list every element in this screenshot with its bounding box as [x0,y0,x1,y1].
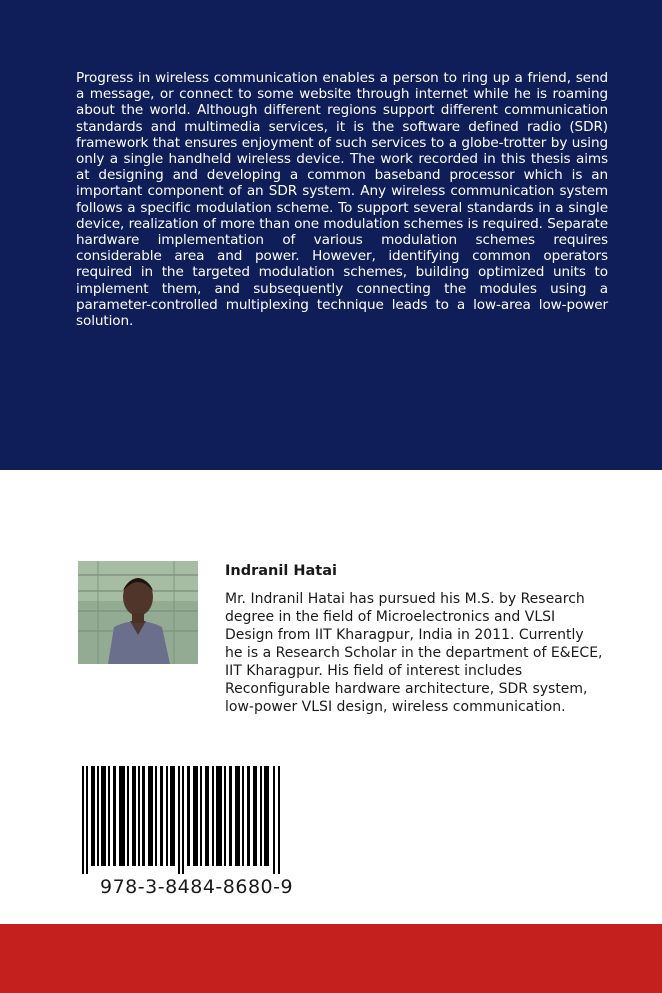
isbn-number: 978-3-8484-8680-9 [100,876,294,898]
author-bio: Mr. Indranil Hatai has pursued his M.S. by Research degree in the field of Microelectronics and VLSI Design from IIT Kharagpur, India in 2011. Currently he is a Research Scholar in the department of E&ECE, IIT Kharagpur. His field of interest includes Reconfigurable hardware architecture, SDR system, low-power VLSI design, wireless communication. [225,591,603,715]
blurb-panel [0,0,662,470]
barcode [82,766,282,874]
author-photo [78,561,198,664]
bottom-color-band [0,924,662,993]
author-name: Indranil Hatai [225,563,337,579]
book-blurb: Progress in wireless communication enables a person to ring up a friend, send a message, or connect to some website through internet while he is roaming about the world. Although different regions support different communication standards and multimedia services, it is the software defined radio (SDR) framework that ensures enjoyment of such services to a globe-trotter by using only a single handheld wireless device. The work recorded in this thesis aims at designing and developing a common baseband processor which is an important component of an SDR system. Any wireless communication system follows a specific modulation scheme. To support several standards in a single device, realization of more than one modulation schemes is required. Separate hardware implementation of various modulation schemes requires considerable area and power. However, identifying common operators required in the targeted modulation schemes, building optimized units to implement them, and subsequently connecting the modules using a parameter-controlled multiplexing technique leads to a low-area low-power solution. [76,70,608,330]
